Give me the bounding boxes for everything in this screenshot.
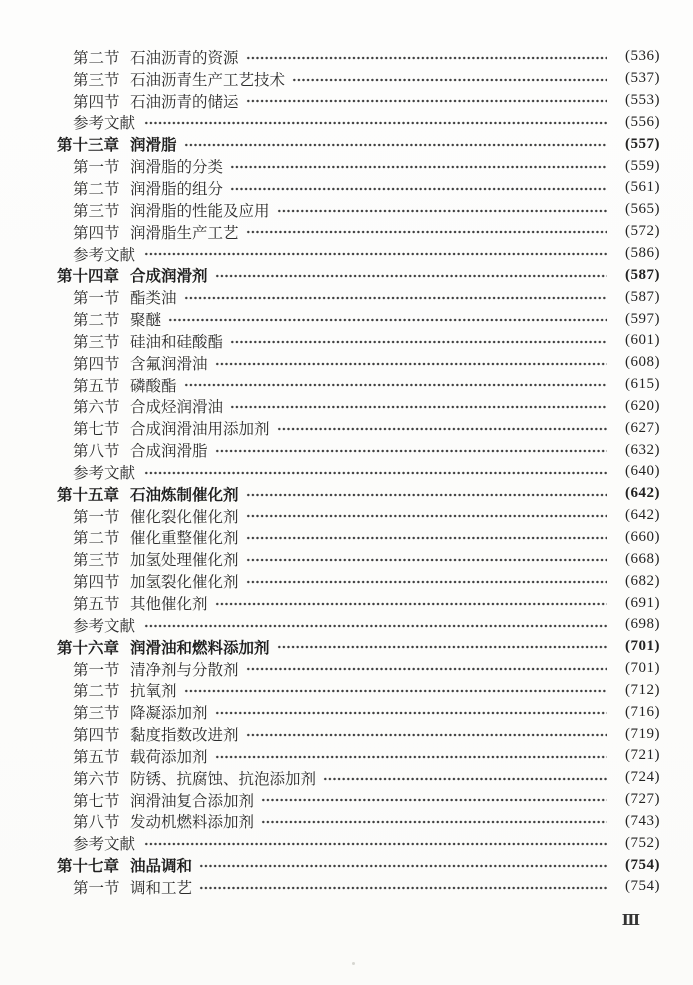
entry-title: 硅油和硅酸酯 bbox=[130, 333, 224, 351]
toc-section-row bbox=[57, 592, 660, 614]
toc-section-row bbox=[57, 505, 660, 527]
entry-label: 第四节 bbox=[73, 355, 120, 373]
entry-label: 第三节 bbox=[73, 552, 120, 570]
toc-section-row bbox=[57, 527, 660, 549]
dot-leader bbox=[246, 527, 607, 549]
entry-page-number: (597) bbox=[625, 310, 660, 327]
dot-leader bbox=[168, 308, 607, 330]
entry-page-number: (682) bbox=[625, 572, 660, 589]
dot-leader bbox=[246, 221, 607, 243]
dot-leader bbox=[215, 264, 607, 286]
entry-page-number: (698) bbox=[625, 616, 660, 633]
entry-label: 第四节 bbox=[73, 727, 120, 745]
entry-label: 参考文献 bbox=[73, 464, 136, 482]
entry-label: 第八节 bbox=[73, 814, 120, 832]
toc-chapter-row bbox=[57, 636, 660, 658]
entry-label: 第十四章 bbox=[57, 268, 120, 286]
entry-page-number: (559) bbox=[625, 157, 660, 174]
entry-page-number: (561) bbox=[625, 179, 660, 196]
toc-section-row bbox=[57, 417, 660, 439]
entry-title: 防锈、抗腐蚀、抗泡添加剂 bbox=[130, 770, 317, 788]
entry-label: 第二节 bbox=[73, 683, 120, 701]
entry-title: 降凝添加剂 bbox=[130, 705, 208, 723]
entry-title: 石油炼制催化剂 bbox=[130, 486, 239, 504]
toc-references-row bbox=[57, 112, 660, 134]
entry-label: 第五节 bbox=[73, 748, 120, 766]
entry-title: 其他催化剂 bbox=[130, 596, 208, 614]
entry-title: 润滑油和燃料添加剂 bbox=[130, 639, 270, 657]
toc-chapter-row bbox=[57, 483, 660, 505]
dot-leader bbox=[261, 789, 607, 811]
toc-section-row bbox=[57, 876, 660, 898]
toc-section-row bbox=[57, 658, 660, 680]
entry-label: 第十七章 bbox=[57, 858, 120, 876]
entry-label: 第六节 bbox=[73, 770, 120, 788]
dot-leader bbox=[144, 461, 607, 483]
entry-page-number: (640) bbox=[625, 463, 660, 480]
entry-page-number: (601) bbox=[625, 332, 660, 349]
entry-label: 第一节 bbox=[73, 879, 120, 897]
entry-label: 第五节 bbox=[73, 596, 120, 614]
dot-leader bbox=[184, 679, 607, 701]
entry-title: 石油沥青生产工艺技术 bbox=[130, 71, 286, 89]
entry-page-number: (719) bbox=[625, 725, 660, 742]
entry-label: 参考文献 bbox=[73, 246, 136, 264]
dot-leader bbox=[144, 832, 607, 854]
toc-chapter-row bbox=[57, 133, 660, 155]
entry-title: 石油沥青的资源 bbox=[130, 49, 239, 67]
entry-page-number: (724) bbox=[625, 769, 660, 786]
dot-leader bbox=[230, 155, 607, 177]
entry-title: 润滑脂生产工艺 bbox=[130, 224, 239, 242]
entry-title: 润滑脂的性能及应用 bbox=[130, 202, 270, 220]
toc-section-row bbox=[57, 548, 660, 570]
entry-title: 合成润滑脂 bbox=[130, 443, 208, 461]
page-folio: Ⅲ bbox=[621, 912, 640, 929]
entry-page-number: (632) bbox=[625, 441, 660, 458]
entry-label: 第六节 bbox=[73, 399, 120, 417]
dot-leader bbox=[215, 701, 607, 723]
entry-label: 第三节 bbox=[73, 202, 120, 220]
dot-leader bbox=[246, 505, 607, 527]
entry-page-number: (565) bbox=[625, 201, 660, 218]
entry-title: 合成润滑油用添加剂 bbox=[130, 421, 270, 439]
entry-title: 发动机燃料添加剂 bbox=[130, 814, 255, 832]
entry-title: 磷酸酯 bbox=[130, 377, 177, 395]
entry-page-number: (553) bbox=[625, 92, 660, 109]
entry-label: 第二节 bbox=[73, 180, 120, 198]
entry-label: 第五节 bbox=[73, 377, 120, 395]
entry-page-number: (586) bbox=[625, 245, 660, 262]
entry-page-number: (727) bbox=[625, 791, 660, 808]
toc-section-row bbox=[57, 570, 660, 592]
entry-title: 调和工艺 bbox=[130, 879, 193, 897]
dot-leader bbox=[199, 876, 607, 898]
dot-leader bbox=[246, 46, 607, 68]
dot-leader bbox=[246, 723, 607, 745]
entry-title: 加氢处理催化剂 bbox=[130, 552, 239, 570]
entry-page-number: (627) bbox=[625, 419, 660, 436]
entry-label: 第四节 bbox=[73, 93, 120, 111]
entry-label: 第一节 bbox=[73, 508, 120, 526]
entry-label: 第二节 bbox=[73, 312, 120, 330]
toc-section-row bbox=[57, 46, 660, 68]
entry-page-number: (660) bbox=[625, 528, 660, 545]
dot-leader bbox=[215, 439, 607, 461]
entry-page-number: (556) bbox=[625, 113, 660, 130]
entry-label: 第一节 bbox=[73, 661, 120, 679]
toc-section-row bbox=[57, 155, 660, 177]
toc-section-row bbox=[57, 221, 660, 243]
entry-page-number: (608) bbox=[625, 354, 660, 371]
toc-section-row bbox=[57, 90, 660, 112]
entry-title: 合成润滑剂 bbox=[130, 268, 208, 286]
entry-page-number: (701) bbox=[625, 638, 660, 655]
entry-label: 第十五章 bbox=[57, 486, 120, 504]
entry-label: 参考文献 bbox=[73, 115, 136, 133]
entry-label: 第四节 bbox=[73, 224, 120, 242]
dot-leader bbox=[230, 330, 607, 352]
scan-speck bbox=[352, 962, 355, 965]
toc-list bbox=[57, 46, 660, 898]
entry-title: 载荷添加剂 bbox=[130, 748, 208, 766]
toc-section-row bbox=[57, 352, 660, 374]
entry-label: 参考文献 bbox=[73, 617, 136, 635]
toc-section-row bbox=[57, 396, 660, 418]
dot-leader bbox=[246, 483, 607, 505]
entry-page-number: (642) bbox=[625, 507, 660, 524]
entry-title: 黏度指数改进剂 bbox=[130, 727, 239, 745]
toc-section-row bbox=[57, 439, 660, 461]
dot-leader bbox=[230, 177, 607, 199]
dot-leader bbox=[292, 68, 607, 90]
dot-leader bbox=[277, 199, 607, 221]
entry-title: 抗氧剂 bbox=[130, 683, 177, 701]
entry-page-number: (642) bbox=[625, 485, 660, 502]
entry-label: 第四节 bbox=[73, 574, 120, 592]
entry-title: 油品调和 bbox=[130, 858, 193, 876]
entry-label: 第一节 bbox=[73, 159, 120, 177]
entry-page-number: (716) bbox=[625, 703, 660, 720]
entry-page-number: (572) bbox=[625, 223, 660, 240]
dot-leader bbox=[144, 614, 607, 636]
entry-title: 润滑脂 bbox=[130, 137, 177, 155]
toc-references-row bbox=[57, 461, 660, 483]
entry-page-number: (615) bbox=[625, 376, 660, 393]
toc-references-row bbox=[57, 832, 660, 854]
entry-page-number: (743) bbox=[625, 812, 660, 829]
entry-page-number: (721) bbox=[625, 747, 660, 764]
toc-section-row bbox=[57, 811, 660, 833]
entry-page-number: (752) bbox=[625, 834, 660, 851]
entry-title: 润滑脂的组分 bbox=[130, 180, 224, 198]
dot-leader bbox=[246, 548, 607, 570]
entry-page-number: (587) bbox=[625, 288, 660, 305]
toc-section-row bbox=[57, 789, 660, 811]
dot-leader bbox=[230, 396, 607, 418]
toc-section-row bbox=[57, 679, 660, 701]
entry-page-number: (557) bbox=[625, 135, 660, 152]
dot-leader bbox=[215, 592, 607, 614]
entry-label: 第十三章 bbox=[57, 137, 120, 155]
dot-leader bbox=[184, 133, 607, 155]
entry-title: 润滑油复合添加剂 bbox=[130, 792, 255, 810]
toc-section-row bbox=[57, 308, 660, 330]
dot-leader bbox=[184, 286, 607, 308]
entry-page-number: (754) bbox=[625, 856, 660, 873]
entry-page-number: (536) bbox=[625, 48, 660, 65]
toc-section-row bbox=[57, 330, 660, 352]
dot-leader bbox=[246, 570, 607, 592]
dot-leader bbox=[261, 811, 607, 833]
entry-page-number: (620) bbox=[625, 397, 660, 414]
entry-label: 第一节 bbox=[73, 290, 120, 308]
toc-section-row bbox=[57, 199, 660, 221]
dot-leader bbox=[215, 745, 607, 767]
toc-section-row bbox=[57, 68, 660, 90]
entry-title: 催化重整催化剂 bbox=[130, 530, 239, 548]
dot-leader bbox=[246, 90, 607, 112]
toc-section-row bbox=[57, 177, 660, 199]
dot-leader bbox=[246, 658, 607, 680]
entry-title: 含氟润滑油 bbox=[130, 355, 208, 373]
entry-title: 润滑脂的分类 bbox=[130, 159, 224, 177]
entry-label: 第二节 bbox=[73, 530, 120, 548]
dot-leader bbox=[277, 636, 607, 658]
toc-chapter-row bbox=[57, 854, 660, 876]
toc-section-row bbox=[57, 374, 660, 396]
dot-leader bbox=[144, 112, 607, 134]
entry-page-number: (587) bbox=[625, 266, 660, 283]
dot-leader bbox=[199, 854, 607, 876]
entry-title: 加氢裂化催化剂 bbox=[130, 574, 239, 592]
toc-references-row bbox=[57, 243, 660, 265]
dot-leader bbox=[184, 374, 607, 396]
entry-title: 合成烃润滑油 bbox=[130, 399, 224, 417]
entry-page-number: (712) bbox=[625, 681, 660, 698]
dot-leader bbox=[215, 352, 607, 374]
entry-label: 第三节 bbox=[73, 71, 120, 89]
entry-title: 催化裂化催化剂 bbox=[130, 508, 239, 526]
entry-title: 清净剂与分散剂 bbox=[130, 661, 239, 679]
entry-label: 第二节 bbox=[73, 49, 120, 67]
entry-page-number: (754) bbox=[625, 878, 660, 895]
entry-label: 第十六章 bbox=[57, 639, 120, 657]
entry-label: 参考文献 bbox=[73, 836, 136, 854]
entry-label: 第七节 bbox=[73, 421, 120, 439]
dot-leader bbox=[144, 243, 607, 265]
dot-leader bbox=[323, 767, 607, 789]
toc-section-row bbox=[57, 286, 660, 308]
toc-section-row bbox=[57, 701, 660, 723]
toc-section-row bbox=[57, 723, 660, 745]
toc-section-row bbox=[57, 767, 660, 789]
entry-page-number: (701) bbox=[625, 660, 660, 677]
toc-section-row bbox=[57, 745, 660, 767]
entry-page-number: (537) bbox=[625, 70, 660, 87]
entry-title: 酯类油 bbox=[130, 290, 177, 308]
entry-page-number: (691) bbox=[625, 594, 660, 611]
entry-page-number: (668) bbox=[625, 550, 660, 567]
toc-chapter-row bbox=[57, 264, 660, 286]
entry-label: 第七节 bbox=[73, 792, 120, 810]
entry-label: 第三节 bbox=[73, 705, 120, 723]
entry-title: 石油沥青的储运 bbox=[130, 93, 239, 111]
toc-references-row bbox=[57, 614, 660, 636]
entry-label: 第三节 bbox=[73, 333, 120, 351]
entry-label: 第八节 bbox=[73, 443, 120, 461]
dot-leader bbox=[277, 417, 607, 439]
entry-title: 聚醚 bbox=[130, 312, 162, 330]
